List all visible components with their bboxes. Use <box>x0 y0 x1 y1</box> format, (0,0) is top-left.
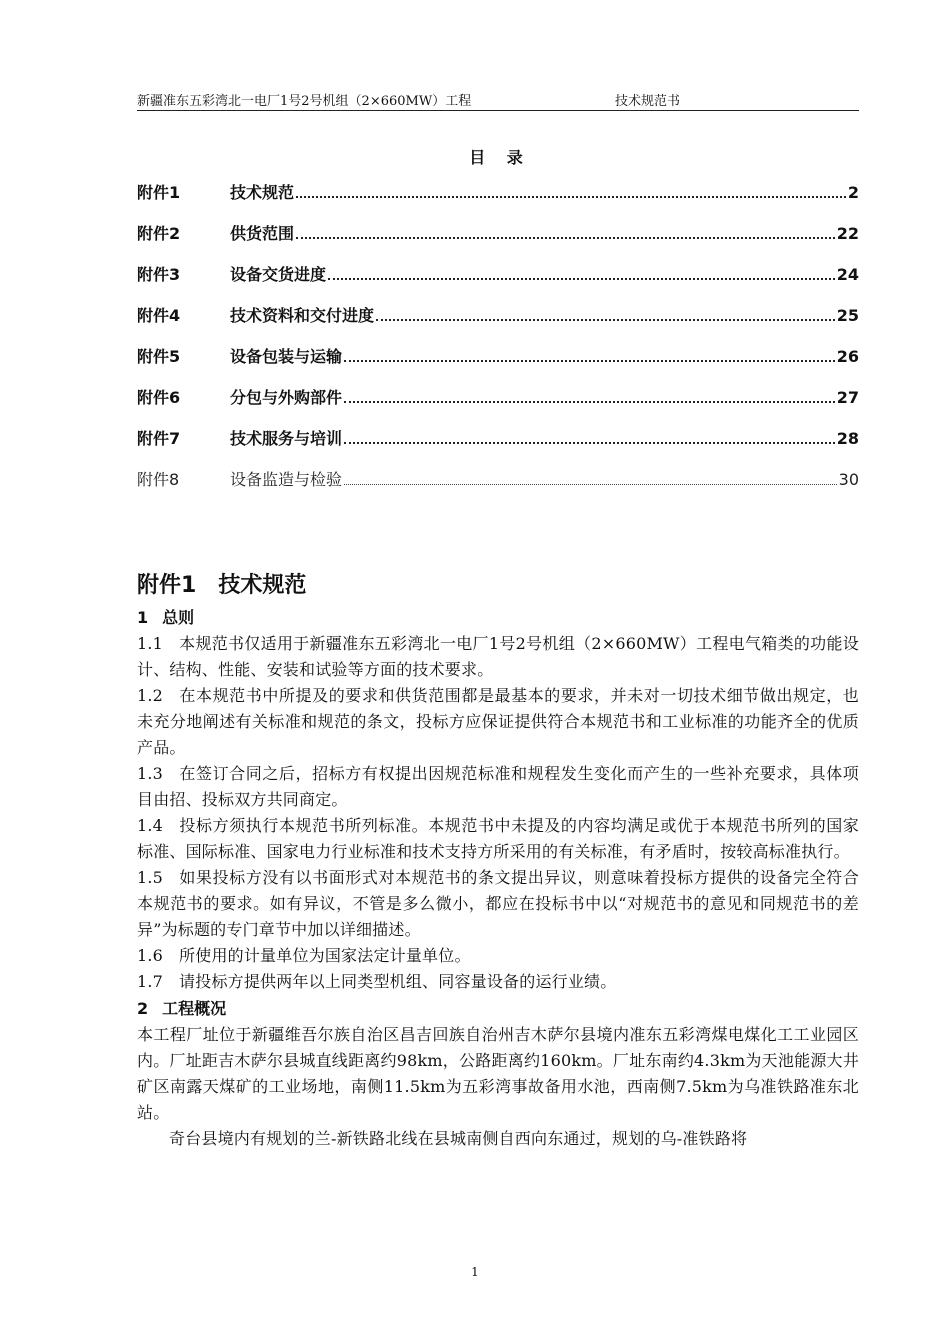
toc-entry-page: 22 <box>836 224 859 243</box>
clause-text: 本规范书仅适用于新疆准东五彩湾北一电厂1号2号机组（2×660MW）工程电气箱类的功能设计、结构、性能、安装和试验等方面的技术要求。 <box>137 634 859 679</box>
clause-number: 1.2 <box>137 686 164 705</box>
toc-entry-page: 26 <box>836 347 859 366</box>
toc-entry-page: 28 <box>836 429 859 448</box>
toc-entry-label: 技术规范 <box>230 183 295 202</box>
clause-number: 1.5 <box>137 868 164 887</box>
toc-entry-label: 设备包装与运输 <box>230 347 343 366</box>
document-body <box>137 604 859 1152</box>
toc-entry[interactable] <box>137 385 859 426</box>
toc-entry-number: 附件8 <box>137 470 180 489</box>
header-project-title: 新疆准东五彩湾北一电厂1号2号机组（2×660MW）工程 <box>137 94 472 109</box>
toc-entry-label: 设备监造与检验 <box>230 470 343 489</box>
clause-text: 投标方须执行本规范书所列标准。本规范书中未提及的内容均满足或优于本规范书所列的国家标准、国际标准、国家电力行业标准和技术支持方所采用的有关标准，有矛盾时，按较高标准执行。 <box>137 816 859 861</box>
clause-text: 如果投标方没有以书面形式对本规范书的条文提出异议，则意味着投标方提供的设备完全符合本规范书的要求。如有异议，不管是多么微小，都应在投标书中以“对规范书的意见和同规范书的差异”为标题的专门章节中加以详细描述。 <box>137 868 859 939</box>
toc-entry-number: 附件6 <box>137 388 181 407</box>
subsection-title: 工程概况 <box>162 999 227 1018</box>
toc-entry-number: 附件4 <box>137 306 181 325</box>
toc-leader-dots <box>344 484 837 485</box>
clause-paragraph <box>137 813 859 865</box>
toc-entry-label: 分包与外购部件 <box>230 388 343 407</box>
toc-entry-number: 附件5 <box>137 347 181 366</box>
clause-paragraph <box>137 761 859 813</box>
clause-text: 在本规范书中所提及的要求和供货范围都是最基本的要求，并未对一切技术细节做出规定，也未充分地阐述有关标准和规范的条文，投标方应保证提供符合本规范书和工业标准的功能齐全的优质产品。 <box>137 686 859 757</box>
toc-leader-dots <box>328 278 835 280</box>
toc-entry[interactable] <box>137 426 859 467</box>
subsection-heading <box>137 604 859 631</box>
toc-entry-number: 附件1 <box>137 183 181 202</box>
clause-number: 1.7 <box>137 972 164 991</box>
toc-leader-dots <box>344 360 835 362</box>
toc-entry[interactable] <box>137 180 859 221</box>
subsection-number: 1 <box>137 608 149 627</box>
clause-paragraph <box>137 943 859 969</box>
toc-entry-number: 附件7 <box>137 429 181 448</box>
page-number: 1 <box>471 1265 479 1279</box>
clause-number: 1.6 <box>137 946 164 965</box>
toc-entry-number: 附件2 <box>137 224 181 243</box>
subsection-heading <box>137 995 859 1022</box>
section-title: 技术规范 <box>218 573 307 598</box>
toc-leader-dots <box>296 237 835 239</box>
section-number: 附件1 <box>137 573 197 598</box>
clause-paragraph <box>137 631 859 683</box>
toc-entry[interactable] <box>137 467 859 508</box>
toc-entry-page: 30 <box>838 470 859 489</box>
clause-number: 1.4 <box>137 816 164 835</box>
toc-entry-number: 附件3 <box>137 265 181 284</box>
toc-entry[interactable] <box>137 344 859 385</box>
clause-paragraph <box>137 865 859 943</box>
toc-entry-label: 技术服务与培训 <box>230 429 343 448</box>
toc-entry[interactable] <box>137 221 859 262</box>
clause-number: 1.1 <box>137 634 164 653</box>
toc-leader-dots <box>344 401 835 403</box>
toc-entry-page: 25 <box>836 306 859 325</box>
page-header <box>137 88 859 111</box>
toc-entry-page: 2 <box>847 183 859 202</box>
overview-paragraph: 本工程厂址位于新疆维吾尔族自治区昌吉回族自治州吉木萨尔县境内准东五彩湾煤电煤化工工业园区内。厂址距吉木萨尔县城直线距离约98km，公路距离约160km。厂址东南约4.3km为天池能源大井矿区南露天煤矿的工业场地，南侧11.5km为五彩湾事故备用水池，西南侧7.5km为乌准铁路准东北站。 <box>137 1025 859 1122</box>
toc-entry-label: 供货范围 <box>230 224 295 243</box>
clause-text: 请投标方提供两年以上同类型机组、同容量设备的运行业绩。 <box>179 972 617 991</box>
toc-leader-dots <box>376 319 835 321</box>
toc-entry[interactable] <box>137 262 859 303</box>
overview-paragraph: 奇台县境内有规划的兰-新铁路北线在县城南侧自西向东通过，规划的乌-准铁路将 <box>169 1129 748 1148</box>
subsection-number: 2 <box>137 999 149 1018</box>
toc-title: 目 录 <box>469 148 531 167</box>
clause-paragraph <box>137 683 859 761</box>
clause-number: 1.3 <box>137 764 164 783</box>
subsection-title: 总则 <box>162 608 195 627</box>
toc-entry-label: 设备交货进度 <box>230 265 327 284</box>
clause-text: 所使用的计量单位为国家法定计量单位。 <box>179 946 471 965</box>
clause-text: 在签订合同之后，招标方有权提出因规范标准和规程发生变化而产生的一些补充要求，具体项目由招、投标双方共同商定。 <box>137 764 859 809</box>
table-of-contents <box>137 180 859 508</box>
toc-entry-page: 24 <box>836 265 859 284</box>
clause-paragraph <box>137 969 859 995</box>
toc-leader-dots <box>344 442 835 444</box>
toc-entry-page: 27 <box>836 388 859 407</box>
header-doc-type: 技术规范书 <box>615 94 681 109</box>
section-heading <box>137 568 306 599</box>
toc-entry-label: 技术资料和交付进度 <box>230 306 375 325</box>
toc-leader-dots <box>296 196 846 198</box>
toc-entry[interactable] <box>137 303 859 344</box>
